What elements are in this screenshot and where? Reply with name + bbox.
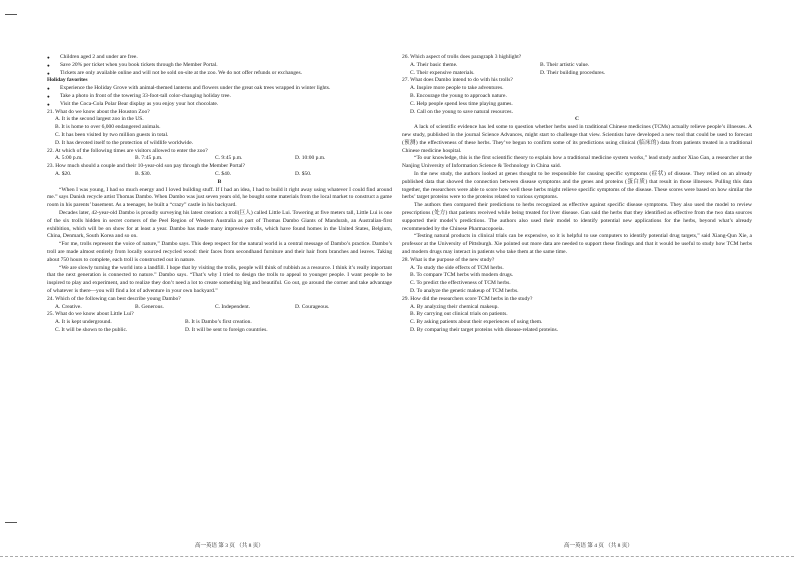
question-26 — [402, 54, 752, 77]
paragraph: “We are slowly turning the world into a landfill. I hope that by visiting the trolls, people will think of rubbish as a resource. I think it’s really important that the next generation is connected to nature.” Dambo says. “That’s why I tried to design the trolls to appeal to younger people. I want people to be inspired to play and experiment, and to realize they don’t need a lot to create something big and beautiful. Go out, go around the corner and take advantage of whatever is there—you will find a lot of adventure in your own backyard.” — [47, 264, 392, 294]
list-item: ● Children aged 2 and under are free. — [47, 54, 392, 62]
question-stem: 23. How much should a couple and their 10-year-old son pay through the Member Portal? — [47, 163, 245, 170]
left-column — [47, 54, 392, 335]
question-stem: 25. What do we know about Little Lui? — [47, 311, 134, 318]
option-b: B. Their artistic value. — [540, 61, 590, 68]
option-d: D. 10:00 p.m. — [295, 155, 326, 162]
paragraph: “To our knowledge, this is the first scientific theory to explain how a traditional medicine system works,” lead study author Xiao Gan, a researcher at the Nanjing University of Information Science & Technology in China said. — [402, 155, 752, 170]
question-29 — [402, 296, 752, 335]
option-d: D. $50. — [295, 170, 312, 177]
option-c: C. By asking patients about their experiences of using them. — [410, 319, 543, 326]
question-stem: 21. What do we know about the Houston Zoo? — [47, 108, 150, 115]
question-22 — [47, 148, 392, 164]
option-d: D. Their building procedures. — [540, 69, 606, 76]
option-d: D. Courageous. — [295, 303, 330, 310]
paragraph: In the new study, the authors looked at genes thought to be responsible for causing specific symptoms (症状) of disease. They relied on an already published data that showed the connection between disease symptoms and the genes and proteins (蛋白质) that result in those illnesses. Pulling this data together, the researchers were able to score how well these herbs might relieve specific symptoms of the disease. These scores were based on how similar the herbs’ target proteins were to the proteins related to various symptoms. — [402, 170, 752, 201]
option-c: C. $40. — [215, 170, 232, 177]
option-b: B. It is Dambo’s first creation. — [185, 319, 252, 326]
option-a: A. $20. — [55, 170, 72, 177]
option-d: D. By comparing their target proteins with disease-related proteins. — [410, 326, 559, 333]
list-item: ● Visit the Coca-Cola Polar Bear display as you enjoy your hot chocolate. — [47, 101, 392, 109]
option-c: C. Independent. — [215, 303, 250, 310]
question-21 — [47, 109, 392, 148]
option-b: B. 7:45 p.m. — [135, 155, 163, 162]
option-b: B. By carrying out clinical trials on patients. — [410, 311, 508, 318]
list-item: ● Take a photo in front of the towering 33-foot-tall color-changing holiday tree. — [47, 93, 392, 101]
list-item: ● Experience the Holiday Grove with animal-themed lanterns and flowers under the great oak trees wrapped in winter lights. — [47, 85, 392, 93]
question-24 — [47, 296, 392, 312]
question-stem: 29. How did the researchers score TCM herbs in the study? — [402, 295, 533, 302]
page-footer: 高一英语 第 4 页 （共 8 页） — [564, 543, 633, 549]
option-c: C. It has been visited by two million guests in total. — [55, 131, 169, 138]
question-27 — [402, 77, 752, 116]
cut-line — [0, 556, 794, 557]
paragraph: Decades later, 42-year-old Dambo is proudly surveying his latest creation: a troll(巨人) called Little Lui. Towering at five meters tall, Little Lui is one of the six trolls hidden in secret corners of the Peel Region of Western Australia as part of Thomas Dambo Giants of Mandurah, an Australian-first exhibition, which will be on show for at least a year. Dambo has made many impressive trolls, which have found homes in the United States, Belgium, China, Denmark, South Korea and so on. — [47, 209, 392, 240]
option-a: A. Creative. — [55, 303, 82, 310]
question-stem: 22. At which of the following times are visitors allowed to enter the zoo? — [47, 147, 208, 154]
option-b: B. Encourage the young to approach nature. — [410, 92, 507, 99]
section-heading: Holiday favorites — [47, 77, 88, 84]
option-b: B. Generous. — [135, 303, 164, 310]
option-b: B. It is home to over 6,000 endangered animals. — [55, 124, 161, 131]
option-a: A. By analyzing their chemical makeup. — [410, 303, 499, 310]
list-item: ● Save 20% per ticket when you book tickets through the Member Portal. — [47, 62, 392, 70]
list-item: ● Tickets are only available online and will not be sold on-site at the zoo. We do not offer refunds or exchanges. — [47, 70, 392, 78]
option-c: C. Help people spend less time playing games. — [410, 100, 513, 107]
question-stem: 26. Which aspect of trolls does paragraph 3 highlight? — [402, 54, 522, 60]
right-column — [402, 54, 752, 335]
paragraph: “Testing natural products in clinical trials can be expensive, so it is helpful to use computers to identify potential drug targets,” said Xiang-Qun Xie, a professor at the University of Pittsburgh. Xie pointed out more data are needed to support these findings and that it would be useful to study how TCM herbs and modern drugs may interact in patients who take them at the same time. — [402, 233, 752, 255]
question-28 — [402, 257, 752, 296]
question-stem: 27. What does Dambo intend to do with his trolls? — [402, 77, 513, 84]
margin-mark — [5, 522, 17, 523]
question-stem: 24. Which of the following can best describe young Dambo? — [47, 295, 181, 302]
option-a: A. Inspire more people to take adventures. — [410, 85, 504, 92]
option-d: D. It will be sent to foreign countries. — [185, 326, 268, 333]
option-c: C. To predict the effectiveness of TCM herbs. — [410, 280, 511, 287]
paragraph: “When I was young, I had so much energy and I loved building stuff. If I had an idea, I had to build it right away using whatever I could find around me.” says Danish recycle artist Thomas Dambo. When Dambo was just seven years old, he bought some materials from the local market to construct a game room in his parents’ basement. As a teenager, he built a “crazy” castle in his backyard. — [47, 186, 392, 209]
option-c: C. 9:45 p.m. — [215, 155, 243, 162]
option-a: A. To study the side effects of TCM herbs. — [410, 264, 504, 271]
question-23 — [47, 163, 392, 179]
section-letter: C — [575, 116, 579, 123]
margin-mark — [5, 14, 17, 15]
question-25 — [47, 311, 392, 334]
option-b: B. To compare TCM herbs with modern drugs. — [410, 272, 514, 279]
option-b: B. $30. — [135, 170, 152, 177]
option-a: A. 5:00 p.m. — [55, 155, 83, 162]
option-d: D. It has devoted itself to the protection of wildlife worldwide. — [55, 139, 194, 146]
question-stem: 28. What is the purpose of the new study? — [402, 256, 495, 263]
option-c: C. Their expensive materials. — [410, 69, 475, 76]
option-d: D. To analyze the genetic makeup of TCM herbs. — [410, 287, 519, 294]
paragraph: The authors then compared their predictions to herbs recognized as effective against specific disease symptoms. They also used the model to review prescriptions (处方) that patients received while being treated for liver disease. Gan said the herbs that they identified as effective from the two data sources supported their model’s predictions. The authors also used their model to identify potential new applications for the herbs, beyond what’s already recommended by the Chinese Pharmacopoeia. — [402, 202, 752, 232]
option-d: D. Call on the young to save natural resources. — [410, 108, 513, 115]
option-a: A. It is the second largest zoo in the US. — [55, 116, 144, 123]
option-c: C. It will be shown to the public. — [55, 326, 128, 333]
option-a: A. Their basic theme. — [410, 61, 458, 68]
option-a: A. It is kept underground. — [55, 319, 112, 326]
paragraph: “For me, trolls represent the voice of nature,” Dambo says. This deep respect for the natural world is a central message of Dambo’s practice. Dambo’s troll are made almost entirely from locally sourced recycled wood: their faces from secondhand furniture and their hair from branches and leaves. Taking about 750 hours to complete, each troll is constructed out in nature. — [47, 241, 392, 263]
paragraph: A lack of scientific evidence has led some to question whether herbs used in traditional Chinese medicines (TCMs) actually relieve people’s illnesses. A new study, published in the journal Science Advances, might start to challenge that view. Scientists have developed a new tool that could be used to forecast (预测) the effectiveness of these herbs. They’ve begun to confirm some of its predictions using clinical (临床的) data from patients treated in a traditional Chinese medicine hospital. — [402, 124, 752, 154]
section-letter: B — [217, 178, 222, 185]
page-footer: 高一英语 第 3 页 （共 8 页） — [195, 543, 264, 549]
